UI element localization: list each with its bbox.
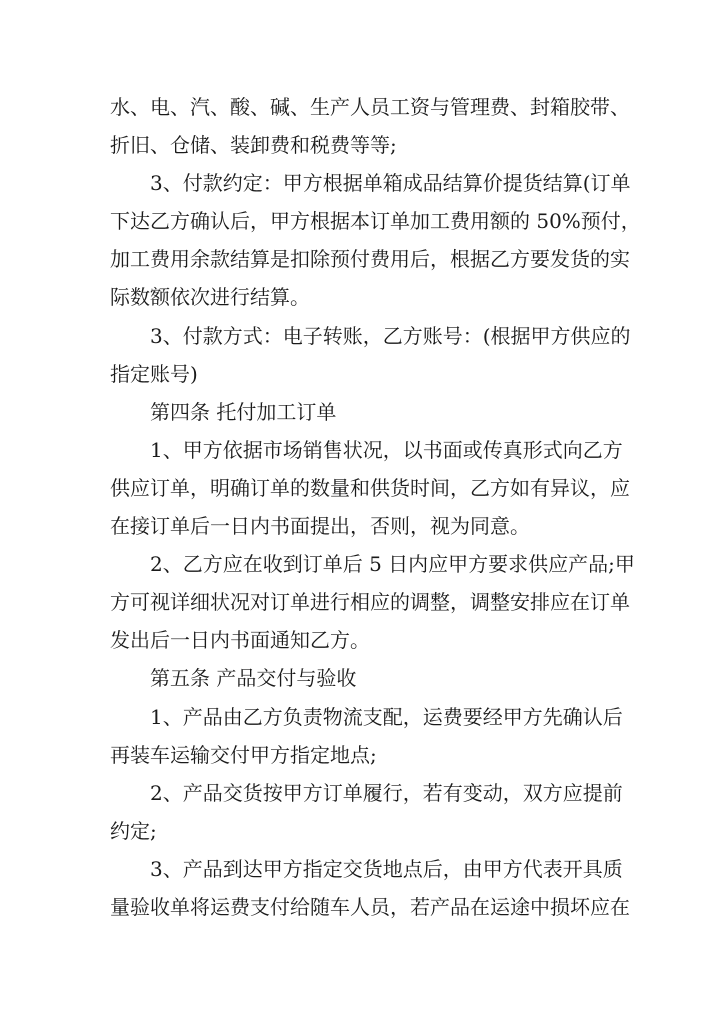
paragraph-line-11: 供应订单，明确订单的数量和供货时间，乙方如有异议，应 <box>110 475 630 500</box>
paragraph-line-12: 在接订单后一日内书面提出，否则，视为同意。 <box>110 514 530 539</box>
section-heading-article-4: 第四条 托付加工订单 <box>150 399 337 424</box>
paragraph-line-14: 方可视详细状况对订单进行相应的调整，调整安排应在订单 <box>110 590 630 615</box>
paragraph-line-20: 约定; <box>110 818 157 843</box>
paragraph-line-4: 下达乙方确认后，甲方根据本订单加工费用额的 50%预付， <box>110 209 641 234</box>
paragraph-line-1: 水、电、汽、酸、碱、生产人员工资与管理费、封箱胶带、 <box>110 95 630 119</box>
paragraph-line-17: 1、产品由乙方负责物流支配，运费要经甲方先确认后 <box>150 704 623 729</box>
paragraph-line-8: 指定账号) <box>110 361 198 386</box>
section-heading-article-5: 第五条 产品交付与验收 <box>150 666 357 691</box>
document-body <box>110 88 641 926</box>
paragraph-line-18: 再装车运输交付甲方指定地点; <box>110 742 377 767</box>
paragraph-line-19: 2、产品交货按甲方订单履行，若有变动，双方应提前 <box>150 780 623 805</box>
paragraph-line-13: 2、乙方应在收到订单后 5 日内应甲方要求供应产品;甲 <box>150 552 635 577</box>
paragraph-line-6: 际数额依次进行结算。 <box>110 285 310 310</box>
paragraph-line-21: 3、产品到达甲方指定交货地点后，由甲方代表开具质 <box>150 856 623 881</box>
paragraph-line-5: 加工费用余款结算是扣除预付费用后，根据乙方要发货的实 <box>110 247 630 272</box>
paragraph-line-7: 3、付款方式：电子转账，乙方账号：(根据甲方供应的 <box>150 323 631 348</box>
paragraph-line-2: 折旧、仓储、装卸费和税费等等; <box>110 133 397 158</box>
paragraph-line-15: 发出后一日内书面通知乙方。 <box>110 628 370 653</box>
paragraph-line-10: 1、甲方依据市场销售状况，以书面或传真形式向乙方 <box>150 437 623 462</box>
paragraph-line-3: 3、付款约定：甲方根据单箱成品结算价提货结算(订单 <box>150 171 631 196</box>
paragraph-line-22: 量验收单将运费支付给随车人员，若产品在运途中损坏应在 <box>110 894 630 919</box>
